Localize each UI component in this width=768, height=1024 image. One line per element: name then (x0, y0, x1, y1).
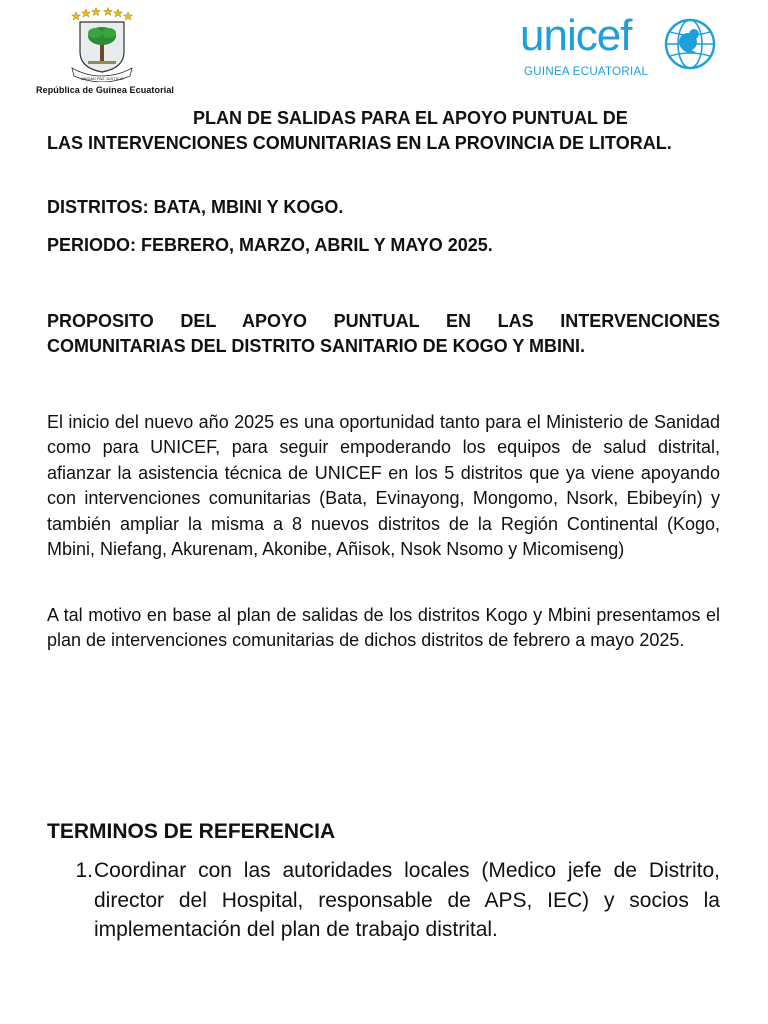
unicef-subtitle: GUINEA ECUATORIAL (524, 66, 649, 78)
list-item (47, 856, 720, 945)
distritos-line: DISTRITOS: BATA, MBINI Y KOGO. (47, 197, 344, 217)
periodo-line: PERIODO: FEBRERO, MARZO, ABRIL Y MAYO 2025. (47, 235, 493, 255)
unicef-globe-icon (662, 16, 718, 72)
paragraph-intro: El inicio del nuevo año 2025 es una oportunidad tanto para el Ministerio de Sanidad como para UNICEF, para seguir empoderando los equipos de salud distrital, afianzar la asistencia técnica de UNICEF en los 5 distritos que ya viene apoyando con intervenciones comunitarias (Bata, Evinayong, Mongomo, Nsork, Ebibeyín) y también ampliar la misma a 8 nuevos distritos de la Región Continental (Kogo, Mbini, Niefang, Akurenam, Akonibe, Añisok, Nsok Nsomo y Micomiseng) (47, 412, 720, 560)
unicef-wordmark: unicef (520, 11, 632, 60)
republic-caption: República de Guinea Ecuatorial (36, 85, 175, 95)
terminos-list (47, 856, 720, 945)
svg-text:UNIDAD PAZ JUSTICIA: UNIDAD PAZ JUSTICIA (80, 76, 124, 81)
title-line-1: PLAN DE SALIDAS PARA EL APOYO PUNTUAL DE (193, 108, 628, 128)
list-item-number: 1. (75, 859, 93, 882)
paragraph-motive: A tal motivo en base al plan de salidas de los distritos Kogo y Mbini presentamos el plan de intervenciones comunitarias de dichos distritos de febrero a mayo 2025. (47, 605, 720, 651)
list-item-text: Coordinar con las autoridades locales (Medico jefe de Distrito, director del Hospital, responsable de APS, IEC) y socios la implementación del plan de trabajo distrital. (94, 859, 720, 941)
proposito-heading: PROPOSITO DEL APOYO PUNTUAL EN LAS INTERVENCIONES COMUNITARIAS DEL DISTRITO SANITARIO DE KOGO Y MBINI. (47, 311, 720, 356)
document-title (47, 106, 720, 156)
title-line-rest: LAS INTERVENCIONES COMUNITARIAS EN LA PROVINCIA DE LITORAL. (47, 133, 672, 153)
coat-of-arms-logo (66, 6, 138, 82)
terminos-heading: TERMINOS DE REFERENCIA (47, 820, 336, 843)
